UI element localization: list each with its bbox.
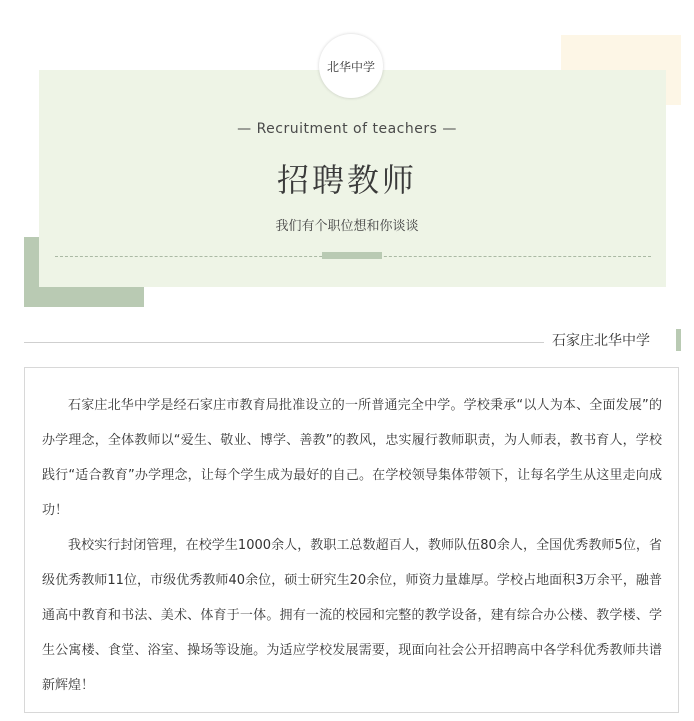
page-subtitle: 我们有个职位想和你谈谈 [275, 219, 419, 234]
section-divider-line [24, 342, 544, 343]
school-badge: 北华中学 [319, 34, 383, 98]
recruitment-english-heading: — Recruitment of teachers — [237, 121, 457, 137]
section-accent-bar [676, 329, 681, 351]
intro-paragraph-1: 石家庄北华中学是经石家庄市教育局批准设立的一所普通完全中学。学校秉承“以人为本、全面发展”的办学理念，全体教师以“爱生、敬业、博学、善教”的教风，忠实履行教师职责，为人师表，教书育人，学校践行“适合教育”办学理念，让每个学生成为最好的自己。在学校领导集体带领下，让每名学生从这里走向成功！ [42, 398, 662, 518]
divider-accent-bar [322, 252, 382, 259]
intro-content-box [24, 367, 679, 713]
section-school-name: 石家庄北华中学 [552, 333, 650, 349]
page-title: 招聘教师 [276, 161, 417, 199]
intro-paragraph-2: 我校实行封闭管理，在校学生1000余人，教职工总数超百人，教师队伍80余人，全国优秀教师5位，省级优秀教师11位，市级优秀教师40余位，硕士研究生20余位，师资力量雄厚。学校占地面积3万余平，融普通高中教育和书法、美术、体育于一体。拥有一流的校园和完整的教学设备，建有综合办公楼、教学楼、学生公寓楼、食堂、浴室、操场等设施。为适应学校发展需要，现面向社会公开招聘高中各学科优秀教师共谱新辉煌！ [42, 538, 662, 693]
